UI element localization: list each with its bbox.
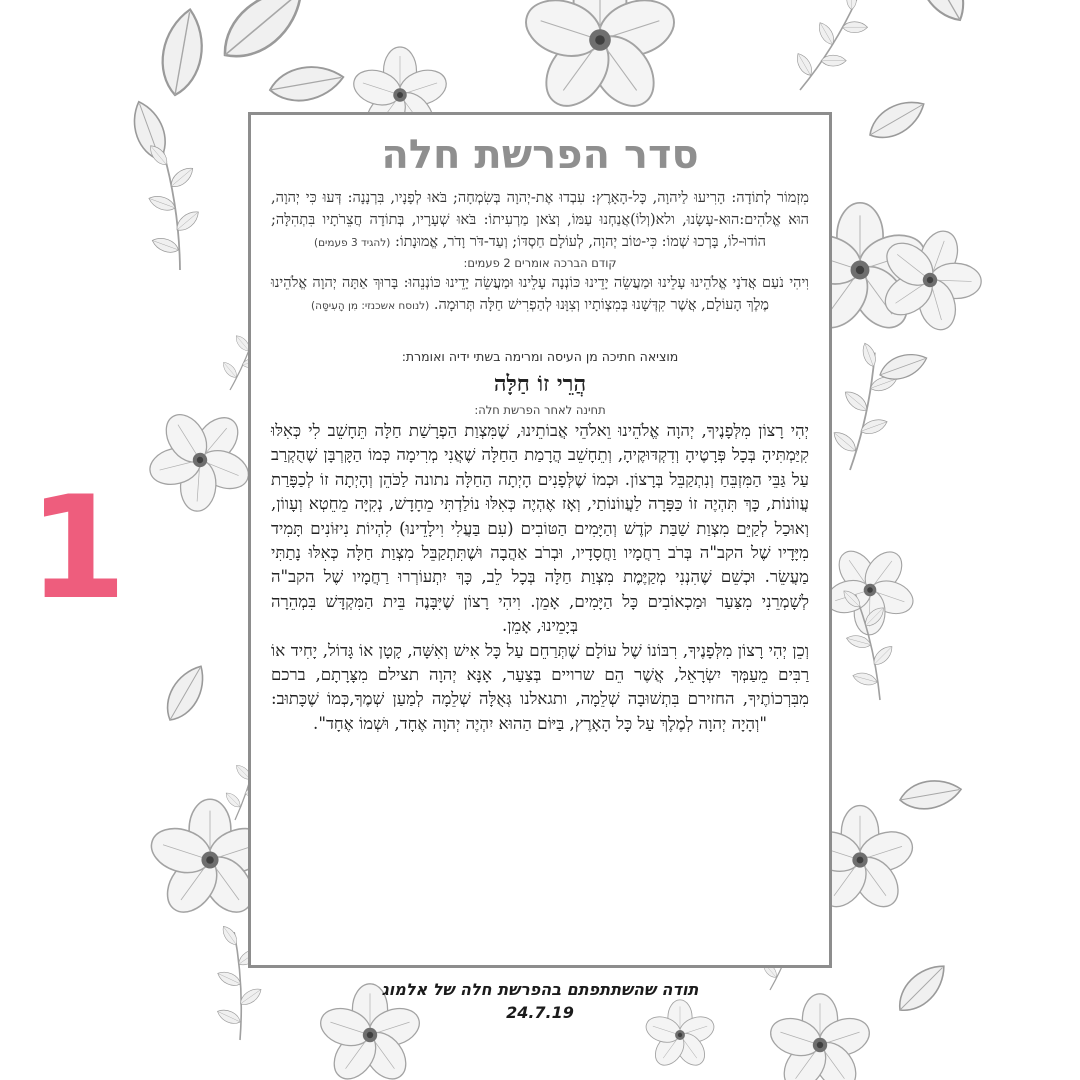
separation-instruction: מוציאה חתיכה מן העיסה ומרימה בשתי ידיה ואומרת: [401, 349, 679, 364]
page-title: סדר הפרשת חלה [381, 132, 699, 178]
event-date: 24.7.19 [506, 1003, 574, 1022]
psalm-repeat-note: (להגיד 3 פעמים) [313, 237, 391, 249]
blessing-body: וִיהִי נֹעַם אֲדֹנָי אֱלֹהֵינוּ עָלֵינוּ וּמַעֲשֵׂה יָדֵינוּ כּוֹנְנָה עָלֵינוּ וּמַעֲשֵׂה יָדֵינוּ כּוֹנְנֵהוּ: בָּרוּךְ אַתָּה יְהוָה אֱלֹהֵינוּ מֶלֶךְ הָעוֹלָם, אֲשֶׁר קִדְּשָׁנוּ בְּמִצְוֹתָיו וְצִוָּנוּ לְהַפְרִישׁ חַלָּה תְּרוּמָה. [271, 275, 809, 313]
blessing-text [271, 272, 809, 317]
ashkenazi-note: (לנוסח אשכנזי: מִן הָעִיסָּה) [311, 300, 430, 312]
tchina-paragraph-1: יְהִי רָצוֹן מִלְּפָנֶיךָ, יְהוָה אֱלֹהֵינוּ וֵאלֹהֵי אֲבוֹתֵינוּ, שֶׁמִּצְוַת הַפְרָשַׁת חַלָּה תֵּחָשֵׁב לִי כְּאִלּוּ קִיַּמְתִּיהָ בְּכָל פְּרָטֶיהָ וְדִקְדּוּקֶיהָ, וְתֵחָשֵׁב הֲרָמַת הַחַלָּה שֶׁאֲנִי מְרִימָה כְּמוֹ הַקָּרְבָּן שֶׁהֻקְרַב עַל גַּבֵּי הַמִּזְבֵּחַ וְנִתְקַבֵּל בְּרָצוֹן. וּכְמוֹ שֶׁלְּפָנִים הָיְתָה הַחַלָּה נתונה לַכֹּהֵן וְהָיְתָה זוֹ לְכַפָּרַת עֲווֹנוֹת, כָּךְ תִּהְיֶה זוֹ כַּפָּרָה לַעֲווֹנוֹתַי, וְאָז אֶהְיֶה כְּאִלּוּ נוֹלַדְתִּי מֵחָדָשׁ, נְקִיָּה מֵחֵטְא וְעָווֹן, וְאוּכַל לְקַיֵּם מִצְוַת שַׁבַּת קֹדֶשׁ וְהַיָּמִים הַטּוֹבִים (עִם בַּעֲלִי וִילָדֵינוּ) לִהְיוֹת נִיזּוֹנִים תָּמִיד מִיָּדָיו שֶׁל הקב"ה בְּרֹב רַחֲמָיו וַחֲסָדָיו, וּבְרֹב אַהֲבָה וּשֶׁתִּתְקַבֵּל מִצְוַת חַלָּה כְּאִלּוּ נָתַתִּי מַעֲשֵׂר. וּכְשֵׁם שֶׁהִנְנִי מְקַיֶּמֶת מִצְוַת חַלָּה בְּכָל לֵב, כָּךְ יִתְעוֹרְרוּ רַחֲמָיו שֶׁל הקב"ה לְשָׁמְרֵנִי מִצַּעַר וּמַכְאוֹבִים כָּל הַיָּמִים, אָמֵן. וִיהִי רָצוֹן שֶׁיִּבָּנֶה בֵּית הַמִּקְדָּשׁ בִּמְהֵרָה בְּיָמֵינוּ, אָמֵן. [271, 421, 810, 636]
psalm-text [271, 187, 809, 254]
after-prayer-label: תחינה לאחר הפרשת חלה: [474, 403, 606, 417]
footer [300, 978, 780, 1024]
thanks-text: תודה שהשתתפתם בהפרשת חלה של אלמוג [381, 980, 699, 999]
before-blessing-note: קודם הברכה אומרים 2 פעמים: [463, 256, 617, 270]
harei-zo-challah: הֲרֵי זוֹ חַלָּה [493, 371, 587, 397]
tchina-paragraph-2: וְכֵן יְהִי רָצוֹן מִלְּפָנֶיךָ, רִבּוֹנוֹ שֶׁל עוֹלָם שֶׁתְּרַחֵם עַל כָּל אִישׁ וְאִשָּׁה, קָטָן אוֹ גָּדוֹל, יָחִיד אוֹ רַבִּים מֵעַמְּךָ יִשְׂרָאֵל, אֲשֶׁר הֵם שרויים בְּצַעַר, אָנָּא יְהוָה תצילם מִצָּרָתָם, ברכם מִבִּרְכוֹתֶיךָ, החזירם בִּתְשׁוּבָה שְׁלֵמָה, ותגאלנו גְּאֻלָּה שְׁלֵמָה לְמַעַן שְׁמֶךָ,כְּמוֹ שֶׁכָּתוּב: "וְהָיָה יְהוָה לְמֶלֶךְ עַל כָּל הָאָרֶץ, בַּיּוֹם הַהוּא יִהְיֶה יְהוָה אֶחָד, וּשְׁמוֹ אֶחָד". [271, 640, 809, 733]
slide-number: 1 [28, 466, 127, 631]
challah-prayer-card [248, 112, 832, 968]
psalm-body: מִזְמוֹר לְתוֹדָה: הָרִיעוּ לַיהוָה, כָּל-הָאָרֶץ: עִבְדוּ אֶת-יְהוָה בְּשִׂמְחָה; בֹּאוּ לְפָנָיו, בִּרְנָנָה: דְּעוּ כִּי יְהוָה, הוּא אֱלֹהִים:הוּא-עָשָׂנוּ, ולא(וְלוֹ)אֲנַחְנוּ עַמּוֹ, וְצֹאן מַרְעִיתוֹ: בֹּאוּ שְׁעָרָיו, בְּתוֹדָה חֲצֵרֹתָיו בִּתְהִלָּה; הוֹדוּ-לוֹ, בָּרְכוּ שְׁמוֹ: כִּי-טוֹב יְהוָה, לְעוֹלָם חַסְדּוֹ; וְעַד-דֹּר וָדֹר, אֱמוּנָתוֹ: [271, 190, 809, 250]
